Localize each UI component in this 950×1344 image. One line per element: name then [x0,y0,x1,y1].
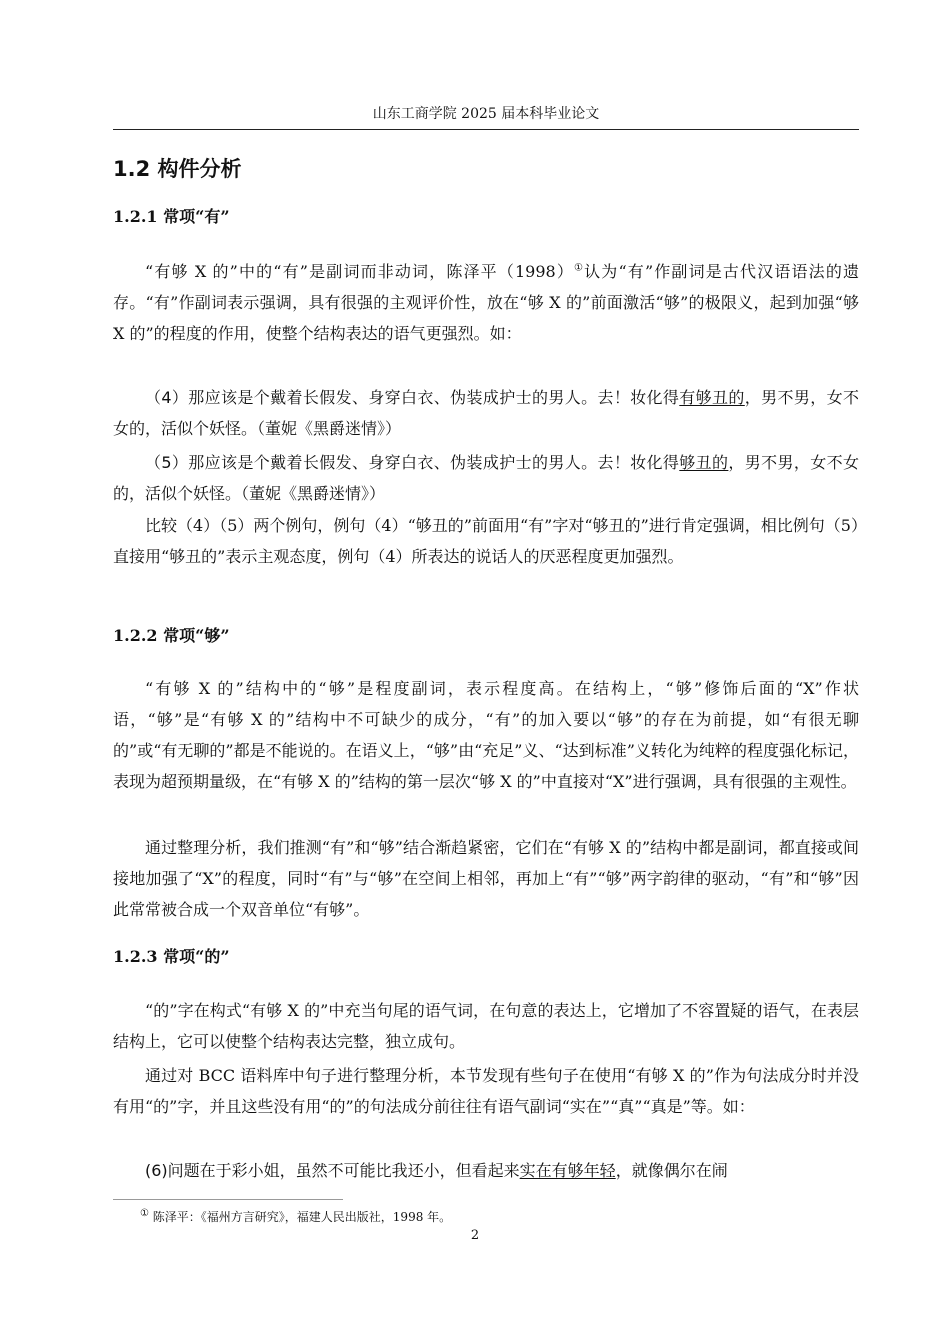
footnote-mark: ① [140,1208,149,1219]
section-title: 1.2 构件分析 [113,157,242,181]
paragraph-de-2: 通过对 BCC 语料库中句子进行整理分析，本节发现有些句子在使用“有够 X 的”作为句法成分时并没有用“的”字，并且这些没有用“的”的句法成分前往往有语气副词“实在”“真”“真是”等。如： [113,1066,859,1116]
underlined-phrase: 有够丑的 [679,388,745,407]
text: ，就像偶尔在闹 [615,1161,728,1180]
text: 认为“有”作副词是古代汉语语法的遗存。“有”作副词表示强调，具有很强的主观评价性，放在“够 X 的”前面激活“够”的极限义，起到加强“够 X 的”的程度的作用，使整个结构表达的语气更强烈。如： [113,262,859,343]
footnote [140,1208,451,1226]
paragraph-you-2: 比较（4）（5）两个例句，例句（4）“够丑的”前面用“有”字对“够丑的”进行肯定强调，相比例句（5）直接用“够丑的”表示主观态度，例句（4）所表达的说话人的厌恶程度更加强烈。 [113,516,859,566]
text: （5）那应该是个戴着长假发、身穿白衣、伪装成护士的男人。去！妆化得 [145,453,680,472]
footnote-ref: ① [574,262,585,274]
example-6 [113,1155,859,1186]
footnote-divider [113,1199,343,1200]
paragraph-gou-2: 通过整理分析，我们推测“有”和“够”结合渐趋紧密，它们在“有够 X 的”结构中都是副词，都直接或间接地加强了“X”的程度，同时“有”与“够”在空间上相邻，再加上“有”“够”两字韵律的驱动，“有”和“够”因此常常被合成一个双音单位“有够”。 [113,838,859,919]
running-header: 山东工商学院 2025 届本科毕业论文 [113,104,859,130]
underlined-phrase: 实在有够年轻 [519,1161,616,1180]
subsection-title-de: 1.2.3 常项“的” [113,947,230,966]
text: ，男不男，女不女的，活似个妖怪。（董妮《黑爵迷情》） [113,453,859,503]
example-4 [113,382,859,444]
paragraph-gou-1: “有够 X 的”结构中的“够”是程度副词，表示程度高。在结构上，“够”修饰后面的“X”作状语，“够”是“有够 X 的”结构中不可缺少的成分，“有”的加入要以“够”的存在为前提，如“有很无聊的”或“有无聊的”都是不能说的。在语义上，“够”由“充足”义、“达到标准”义转化为纯粹的程度强化标记，表现为超预期量级，在“有够 X 的”结构的第一层次“够 X 的”中直接对“X”进行强调，具有很强的主观性。 [113,679,859,791]
subsection-title-gou: 1.2.2 常项“够” [113,626,230,645]
text: （4）那应该是个戴着长假发、身穿白衣、伪装成护士的男人。去！妆化得 [145,388,680,407]
example-5 [113,447,859,509]
paragraph-you-1 [113,256,859,349]
text: (6)问题在于彩小姐，虽然不可能比我还小，但看起来 [145,1161,520,1180]
page-number: 2 [470,1228,480,1243]
text: “有够 X 的”中的“有”是副词而非动词，陈泽平（1998） [145,262,575,281]
footnote-text: 陈泽平：《福州方言研究》，福建人民出版社，1998 年。 [152,1210,452,1224]
underlined-phrase: 够丑的 [679,453,729,472]
subsection-title-you: 1.2.1 常项“有” [113,207,230,226]
paragraph-de-1: “的”字在构式“有够 X 的”中充当句尾的语气词，在句意的表达上，它增加了不容置疑的语气，在表层结构上，它可以使整个结构表达完整，独立成句。 [113,1001,859,1051]
text: ，男不男，女不女的，活似个妖怪。（董妮《黑爵迷情》） [113,388,859,438]
